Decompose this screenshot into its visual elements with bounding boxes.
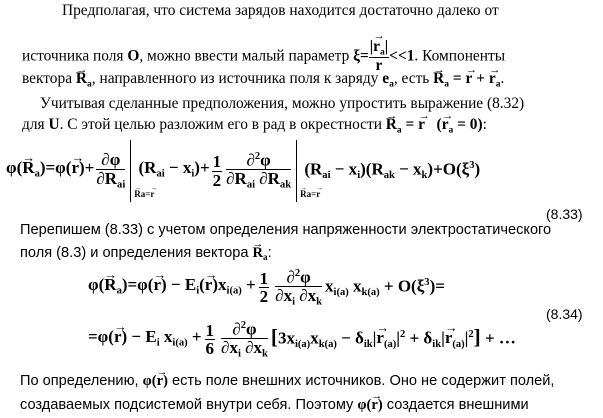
paragraph2-line2: для U. С этой целью разложим его в рад в окрестности → $R_a$ = → r (→ $r_a = 0$): xyxy=(22,116,487,139)
xi-definition-formula: ξ= $\frac{|\to r_a|}{r}$ <<1 xyxy=(353,39,414,75)
paragraph3-line1: Перепишем (8.33) с учетом определения напряженности электростатического xyxy=(20,222,552,238)
equation-8-34-line2: $=\varphi(\to r) - E_i$ $x_{i(a)}$ + $\frac{1}{6}$ $\frac{\partial^2\varphi}{\partial x_i \partial x_k}$ $[3x_{i(a)}x_{k(a)} - \delta_{ik}|\to r_{(a)}|^2 + \delta_{ik}|\to r_{(a)}|^2]$ + … xyxy=(88,320,516,360)
paragraph4-line1: По определению, φ(→ r) есть поле внешних источников. Оно не содержит полей, xyxy=(20,372,554,390)
paragraph2-line1: Учитывая сделанные предположения, можно упростить выражение (8.32) xyxy=(40,95,525,112)
paragraph4-line2: создаваемых подсистемой внутри себя. Поэтому φ(→ r) создается внешними xyxy=(20,396,529,414)
equation-number-8-34: (8.34) xyxy=(546,306,583,322)
equation-8-33: $\varphi(\to R_a)=\varphi(\to r)+$ $\frac{\partial\varphi}{\partial R_{ai}}$ → Ra=→ r $(R_{ai} - x_i)+$ $\frac{1}{2}$ $\frac{\partial^2\varphi}{\partial R_{ai} \partial R_{ak}}$ → Ra=→ r $(R_{ai} - x_i)(R_{ak} - x_k)+O(\xi^3)$ xyxy=(6,140,480,202)
equation-number-8-33: (8.33) xyxy=(546,206,583,222)
paragraph1-line2: источника поля O, можно ввести малый параметр ξ= $\frac{|\to r_a|}{r}$ <<1. Компоненты xyxy=(22,39,505,75)
paragraph3-line2: поля (8.3) и определения вектора → $R_a$: xyxy=(20,244,272,266)
paragraph1-line3: вектора → $R_a$, направленного из источника поля к заряду $e_a$, есть → $R_a$ = → r + → $r_a$. xyxy=(22,70,504,93)
equation-8-34-line1: $\varphi(\to R_a)=\varphi(\to r) - E_i(\to r)x_{i(a)}$ + $\frac{1}{2}$ $\frac{\partial^2\varphi}{\partial x_i \partial x_k}$ $x_{i(a)}$ $x_{k(a)} + O(\xi^3)=$ xyxy=(88,268,445,308)
paragraph1-line1: Предполагая, что система зарядов находится достаточно далеко от xyxy=(62,2,499,19)
